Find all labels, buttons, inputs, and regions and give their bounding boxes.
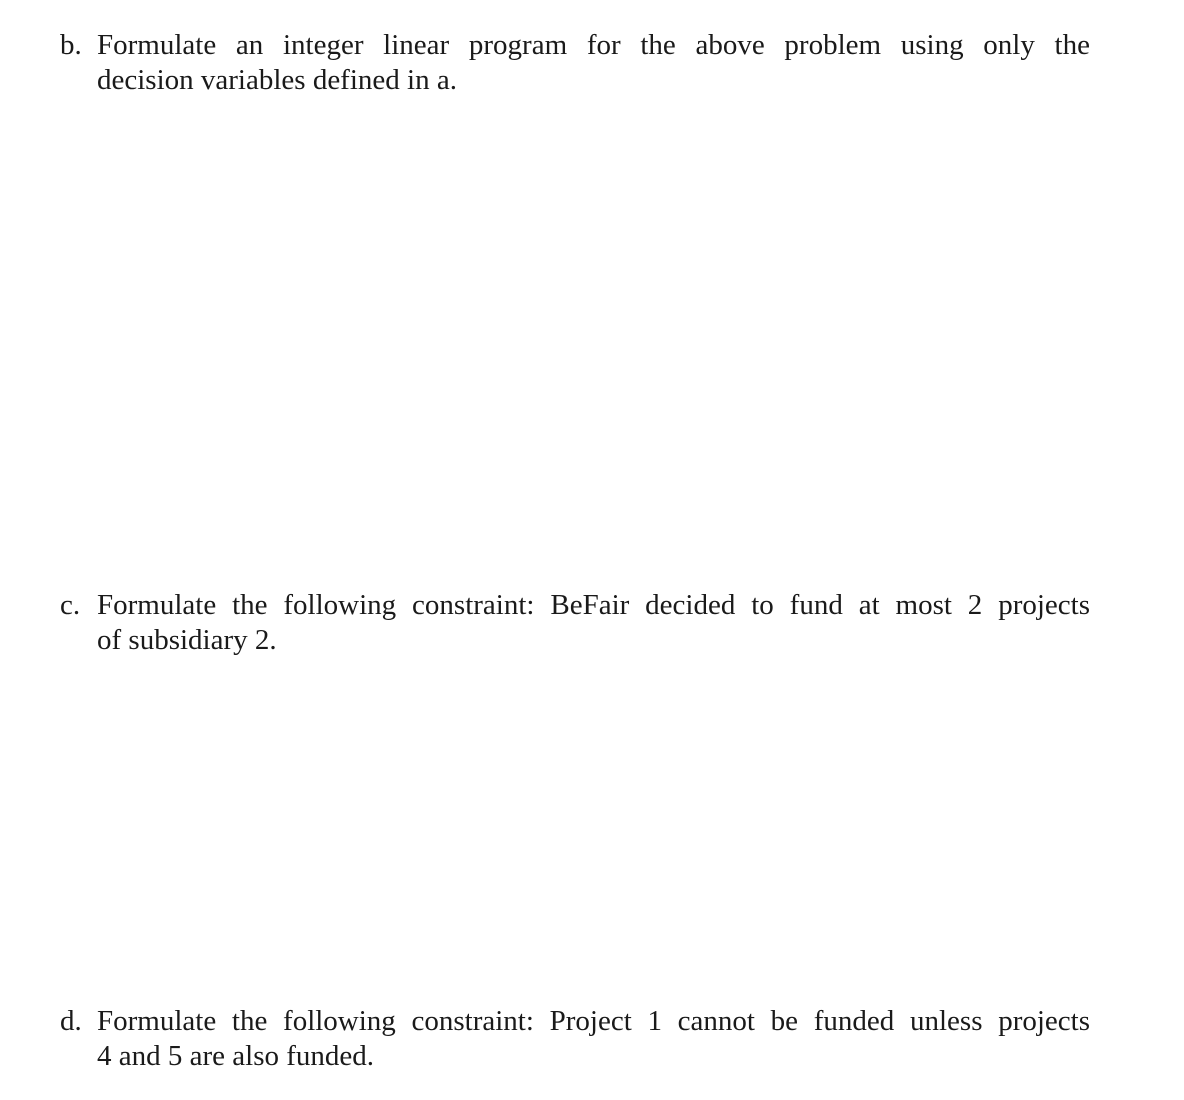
question-d-line-2: 4 and 5 are also funded. bbox=[97, 1040, 375, 1072]
question-c-letter: c. bbox=[60, 589, 81, 621]
answer-space-c bbox=[60, 670, 1090, 990]
question-d-line-1: Formulate the following constraint: Project 1 cannot be funded unless projects bbox=[97, 1005, 1090, 1037]
question-c bbox=[60, 588, 1090, 658]
question-c-line-1: Formulate the following constraint: BeFair decided to fund at most 2 projects bbox=[97, 589, 1090, 621]
question-c-text bbox=[97, 588, 1090, 658]
answer-space-b bbox=[60, 110, 1090, 570]
question-d-letter: d. bbox=[60, 1005, 82, 1037]
question-b-text bbox=[97, 28, 1090, 98]
question-d bbox=[60, 1004, 1090, 1074]
question-c-line-2: of subsidiary 2. bbox=[97, 624, 277, 656]
question-d-text bbox=[97, 1004, 1090, 1074]
question-b bbox=[60, 28, 1090, 98]
question-b-line-2: decision variables defined in a. bbox=[97, 64, 457, 96]
question-b-line-1: Formulate an integer linear program for the above problem using only the bbox=[97, 29, 1090, 61]
question-b-letter: b. bbox=[60, 29, 82, 61]
